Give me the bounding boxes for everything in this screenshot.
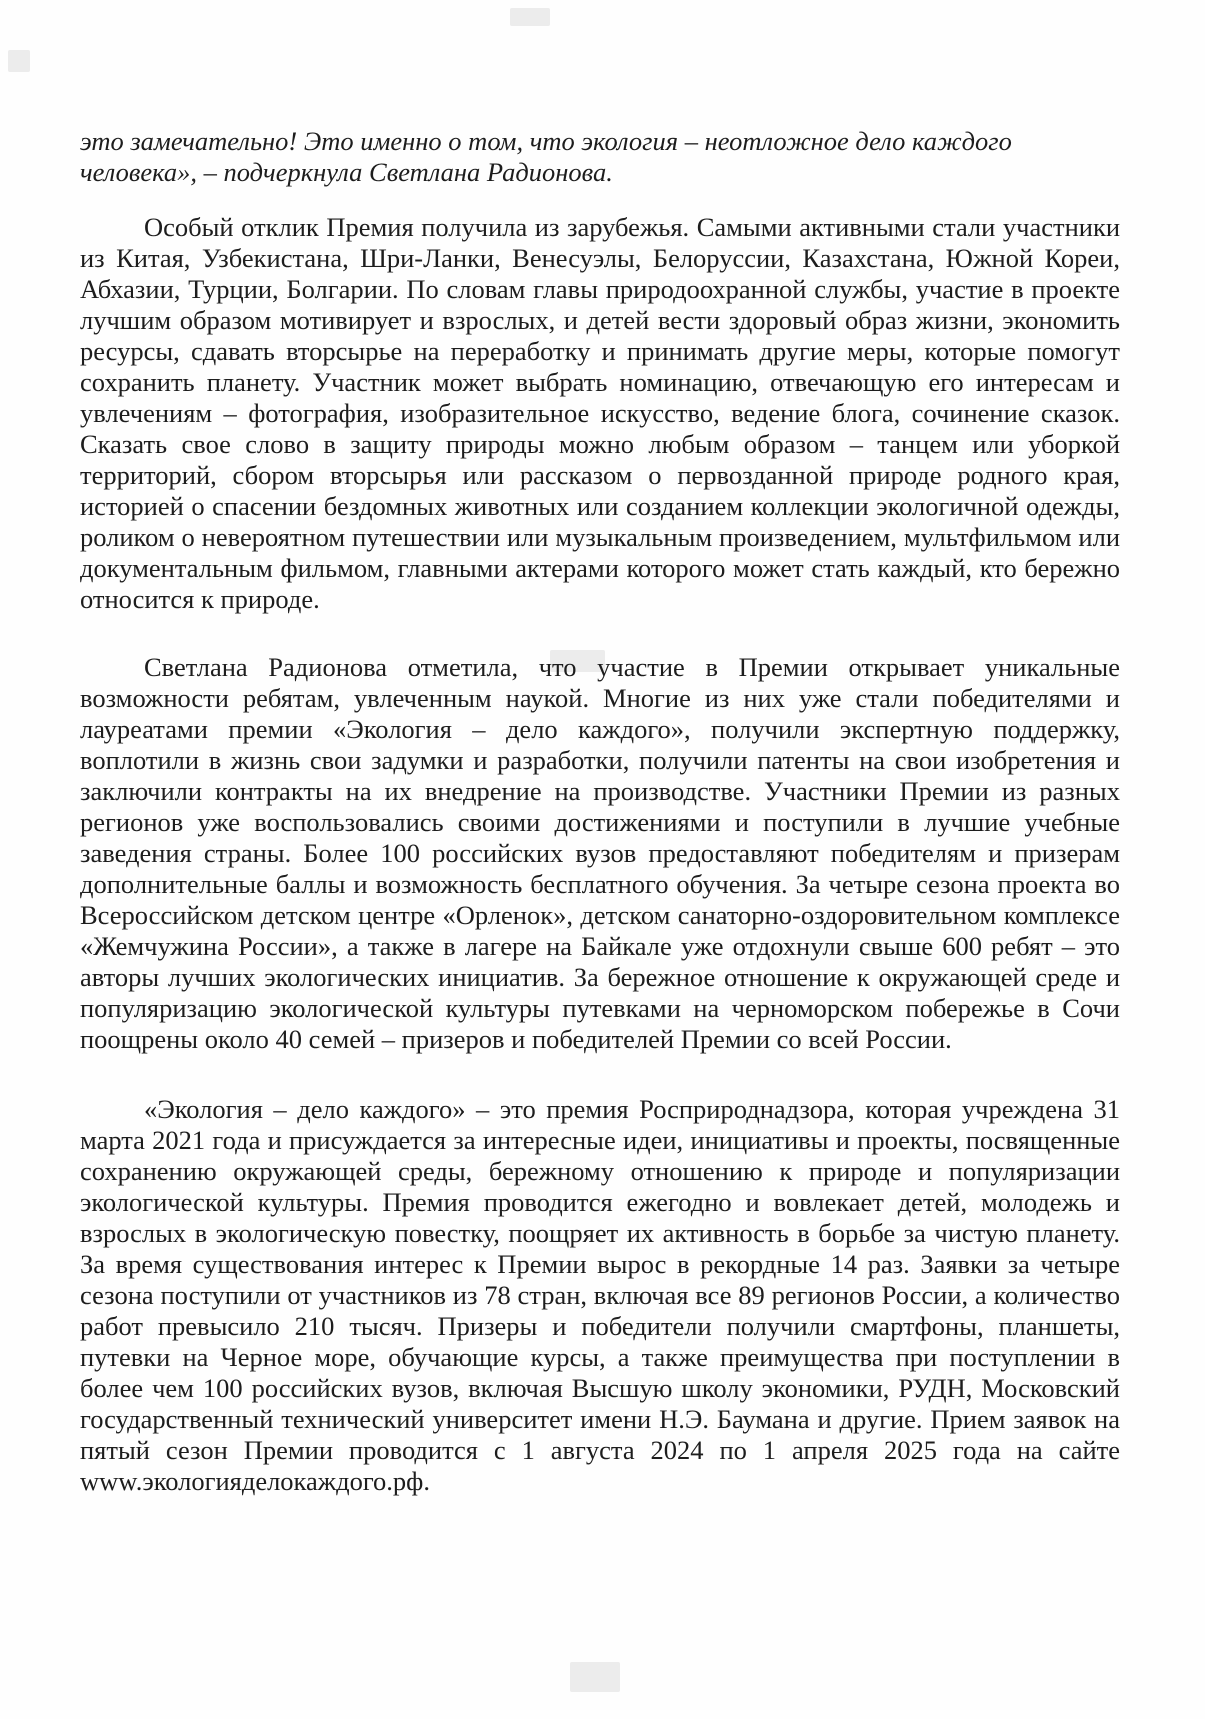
scan-artifact xyxy=(8,50,30,72)
scan-artifact xyxy=(570,1662,620,1692)
quote-line-1: это замечательно! Это именно о том, что экология – неотложное дело каждого xyxy=(80,126,1012,156)
scan-artifact xyxy=(510,8,550,26)
quote-ending xyxy=(80,126,1120,188)
paragraph-foreign-response: Особый отклик Премия получила из зарубежья. Самыми активными стали участники из Китая, Узбекистана, Шри-Ланки, Венесуэлы, Белоруссии, Казахстана, Южной Кореи, Абхазии, Турции, Болгарии. По словам главы природоохранной службы, участие в проекте лучшим образом мотивирует и взрослых, и детей вести здоровый образ жизни, экономить ресурсы, сдавать вторсырье на переработку и принимать другие меры, которые помогут сохранить планету. Участник может выбрать номинацию, отвечающую его интересам и увлечениям – фотография, изобразительное искусство, ведение блога, сочинение сказок. Сказать свое слово в защиту природы можно любым образом – танцем или уборкой территорий, сбором вторсырья или рассказом о первозданной природе родного края, историей о спасении бездомных животных или созданием коллекции экологичной одежды, роликом о невероятном путешествии или музыкальным произведением, мультфильмом или документальным фильмом, главными актерами которого может стать каждый, кто бережно относится к природе. xyxy=(80,212,1120,614)
paragraph-opportunities: Светлана Радионова отметила, что участие в Премии открывает уникальные возможности ребятам, увлеченным наукой. Многие из них уже стали победителями и лауреатами премии «Экология – дело каждого», получили экспертную поддержку, воплотили в жизнь свои задумки и разработки, получили патенты на свои изобретения и заключили контракты на их внедрение на производстве. Участники Премии из разных регионов уже воспользовались своими достижениями и поступили в лучшие учебные заведения страны. Более 100 российских вузов предоставляют победителям и призерам дополнительные баллы и возможность бесплатного обучения. За четыре сезона проекта во Всероссийском детском центре «Орленок», детском санаторно-оздоровительном комплексе «Жемчужина России», а также в лагере на Байкале уже отдохнули свыше 600 ребят – это авторы лучших экологических инициатив. За бережное отношение к окружающей среде и популяризацию экологической культуры путевками на черноморском побережье в Сочи поощрены около 40 семей – призеров и победителей Премии со всей России. xyxy=(80,652,1120,1054)
quote-line-2: человека», – подчеркнула Светлана Радионова. xyxy=(80,157,613,187)
paragraph-about-award: «Экология – дело каждого» – это премия Росприроднадзора, которая учреждена 31 марта 2021 года и присуждается за интересные идеи, инициативы и проекты, посвященные сохранению окружающей среды, бережному отношению к природе и популяризации экологической культуры. Премия проводится ежегодно и вовлекает детей, молодежь и взрослых в экологическую повестку, поощряет их активность в борьбе за чистую планету. За время существования интерес к Премии вырос в рекордные 14 раз. Заявки за четыре сезона поступили от участников из 78 стран, включая все 89 регионов России, а количество работ превысило 210 тысяч. Призеры и победители получили смартфоны, планшеты, путевки на Черное море, обучающие курсы, а также преимущества при поступлении в более чем 100 российских вузов, включая Высшую школу экономики, РУДН, Московский государственный технический университет имени Н.Э. Баумана и другие. Прием заявок на пятый сезон Премии проводится с 1 августа 2024 по 1 апреля 2025 года на сайте www.экологияделокаждого.рф. xyxy=(80,1094,1120,1496)
